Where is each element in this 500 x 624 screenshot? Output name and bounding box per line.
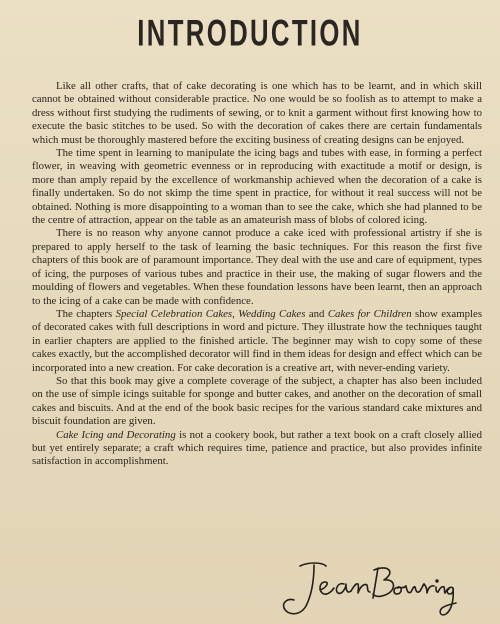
paragraph-5: So that this book may give a complete coverage of the subject, a chapter has also been included on the use of simple icings suitable for sponge and butter cakes, and another on the decoration of small cakes and biscuits. And at the end of the book basic recipes for the various standard cake mixtures and biscuit foundation are given. [32, 374, 482, 428]
paragraph-2: The time spent in learning to manipulate the icing bags and tubes with ease, in forming a perfect flower, in weaving with geometric evenness or in reproducing with exactitude a motif or design, is more than amply repaid by the excellence of workmanship achieved when the decoration of a cake is finally undertaken. So do not skimp the time spent in practice, for without it real success will not be obtained. Nothing is more disappointing to a woman than to see the cake, which she had planned to be the centre of attraction, appear on the table as an amateurish mass of blobs of colored icing. [32, 147, 482, 227]
chapter-title-wedding-cakes: Wedding Cakes [238, 307, 306, 320]
signature [270, 558, 460, 620]
paragraph-4-pre: The chapters [56, 307, 116, 320]
page-title: INTRODUCTION [137, 11, 363, 54]
paragraph-3: There is no reason why anyone cannot produce a cake iced with professional artistry if she is prepared to apply herself to the task of learning the basic techniques. For this reason the first five chapters of this book are of paramount importance. They deal with the use and care of equipment, types of icing, the purposes of various tubes and practice in their use, the making of sugar flowers and the moulding of flowers and vegetables. When these foundation lessons have been learnt, then an approach to the icing of a cake can be made with confidence. [32, 227, 482, 307]
chapter-title-special-celebration: Special Celebration Cakes [115, 307, 233, 320]
paragraph-6-post: is not a cookery book, but rather a text book on a craft closely allied but yet entirely separate; a craft which requires time, patience and practice, but also provides infinite satisfaction in accomplishment. [32, 428, 482, 468]
paragraph-4-sep-2: and [305, 307, 328, 320]
paragraph-4-sep-1: , [232, 307, 239, 320]
paragraph-4 [32, 308, 482, 375]
paragraph-1: Like all other crafts, that of cake decorating is one which has to be learnt, and in which skill cannot be obtained without considerable practice. No one would be so foolish as to attempt to make a dress without first studying the rudiments of sewing, or to knit a garment without first knowing how to execute the basic stitches to be used. So with the decoration of cakes there are certain fundamentals which must be thoroughly mastered before the exciting business of creating designs can be enjoyed. [32, 80, 482, 146]
chapter-title-cakes-for-children: Cakes for Children [327, 307, 412, 320]
paragraph-4-post: show examples of decorated cakes with full descriptions in word and picture. They illustrate how the techniques taught in earlier chapters are applied to the finished article. The beginner may wish to copy some of these cakes exactly, but the accomplished decorator will find in them ideas for design and effect which can be incorporated into a new creation. For cake decoration is a creative art, with never-ending variety. [32, 307, 483, 374]
paragraph-6 [32, 429, 482, 469]
introduction-body [32, 80, 482, 469]
book-title: Cake Icing and Decorating [56, 428, 176, 441]
